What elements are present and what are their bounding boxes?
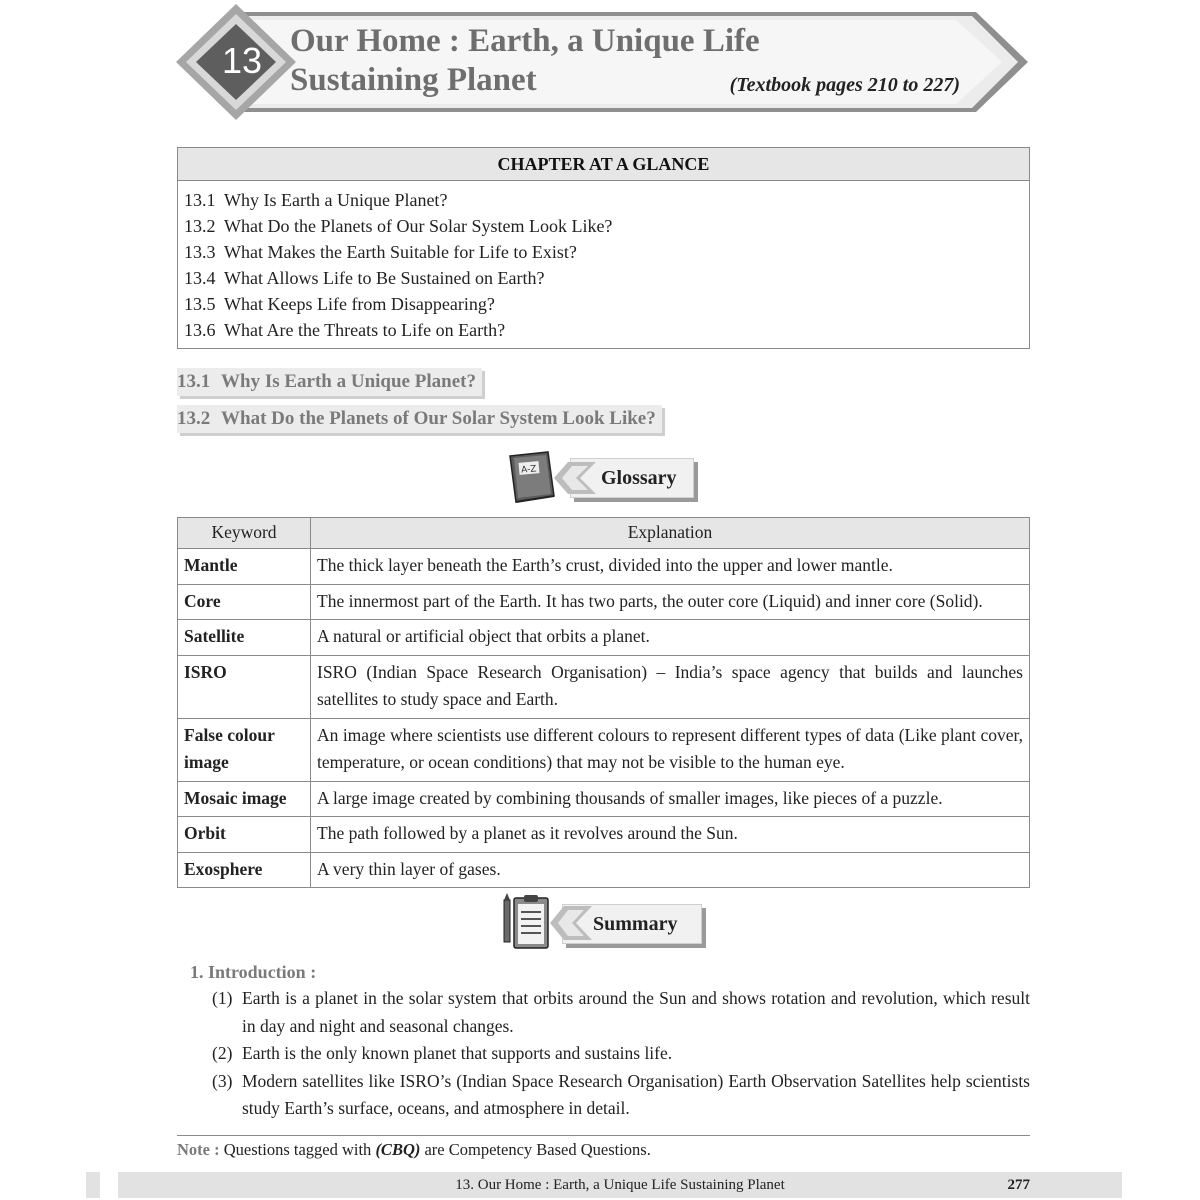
clipboard-pen-icon: [498, 890, 598, 952]
chapter-title-line-1: Our Home : Earth, a Unique Life: [290, 23, 760, 59]
glossary-header-row: [178, 518, 1030, 549]
section-title: Why Is Earth a Unique Planet?: [221, 371, 476, 392]
glance-item: [184, 187, 1029, 213]
explanation-cell: A very thin layer of gases.: [311, 852, 1030, 888]
table-row: [178, 655, 1030, 718]
note: [177, 1140, 651, 1160]
keyword-cell: Core: [178, 584, 311, 620]
footer-title: 13. Our Home : Earth, a Unique Life Sustaining Planet: [455, 1177, 785, 1193]
page-number: 277: [1007, 1177, 1030, 1193]
explanation-cell: The path followed by a planet as it revolves around the Sun.: [311, 817, 1030, 853]
glance-item: [184, 265, 1029, 291]
chapter-title: [290, 22, 760, 100]
glance-item: [184, 213, 1029, 239]
point-text: Earth is the only known planet that supports and sustains life.: [242, 1043, 673, 1063]
glossary-table: [177, 517, 1030, 888]
summary-badge: [498, 890, 708, 952]
glance-item-number: 13.3: [184, 242, 216, 262]
glance-item-text: What Keeps Life from Disappearing?: [224, 294, 495, 314]
glance-item: [184, 317, 1029, 343]
keyword-cell: Satellite: [178, 620, 311, 656]
list-item: [212, 985, 1030, 1040]
point-number: (2): [212, 1043, 233, 1063]
note-divider: [177, 1135, 1030, 1136]
chapter-title-line-2: Sustaining Planet: [290, 62, 537, 98]
column-header-keyword: Keyword: [178, 518, 311, 549]
keyword-cell: False colour image: [178, 718, 311, 781]
page-footer: [118, 1172, 1122, 1198]
glance-heading: CHAPTER AT A GLANCE: [178, 148, 1029, 181]
point-number: (1): [212, 988, 233, 1008]
glance-item-number: 13.1: [184, 190, 216, 210]
table-row: [178, 781, 1030, 817]
table-row: [178, 718, 1030, 781]
glance-item-number: 13.6: [184, 320, 216, 340]
glance-item-number: 13.4: [184, 268, 216, 288]
glance-item-text: What Do the Planets of Our Solar System Look Like?: [224, 216, 613, 236]
explanation-cell: The thick layer beneath the Earth’s crust, divided into the upper and lower mantle.: [311, 549, 1030, 585]
section-number: 13.2: [177, 408, 211, 429]
glance-item-text: What Makes the Earth Suitable for Life to Exist?: [224, 242, 577, 262]
glossary-badge: [506, 450, 700, 506]
table-row: [178, 852, 1030, 888]
introduction-heading: 1. Introduction :: [190, 962, 317, 982]
footer-edge-strip: [86, 1172, 100, 1198]
note-cbq-tag: (CBQ): [375, 1140, 421, 1159]
glance-item-number: 13.5: [184, 294, 216, 314]
list-item: [212, 1040, 1030, 1068]
table-row: [178, 817, 1030, 853]
chapter-number: 13: [221, 40, 263, 81]
summary-points: [212, 985, 1030, 1123]
chapter-banner: [176, 4, 1032, 120]
textbook-pages: (Textbook pages 210 to 227): [729, 74, 960, 96]
table-row: [178, 620, 1030, 656]
explanation-cell: A large image created by combining thousands of smaller images, like pieces of a puzzle.: [311, 781, 1030, 817]
section-title: What Do the Planets of Our Solar System Look Like?: [221, 408, 656, 429]
explanation-cell: An image where scientists use different colours to represent different types of data (Like plant cover, temperature, or ocean conditions) that may not be visible to the human eye.: [311, 718, 1030, 781]
keyword-cell: ISRO: [178, 655, 311, 718]
glance-item: [184, 239, 1029, 265]
keyword-cell: Exosphere: [178, 852, 311, 888]
note-label: Note :: [177, 1140, 220, 1159]
list-item: [212, 1068, 1030, 1123]
book-icon-text: A-Z: [520, 464, 537, 476]
keyword-cell: Mosaic image: [178, 781, 311, 817]
section-heading-13-2: [177, 405, 662, 433]
section-heading-13-1: [177, 368, 482, 396]
summary-label: Summary: [562, 904, 702, 944]
explanation-cell: The innermost part of the Earth. It has two parts, the outer core (Liquid) and inner core (Solid).: [311, 584, 1030, 620]
point-text: Modern satellites like ISRO’s (Indian Space Research Organisation) Earth Observation Satellites help scientists study Earth’s surface, oceans, and atmosphere in detail.: [242, 1070, 1030, 1118]
keyword-cell: Mantle: [178, 549, 311, 585]
book-icon: [506, 450, 602, 506]
glance-item: [184, 291, 1029, 317]
note-text-before: Questions tagged with: [219, 1140, 376, 1159]
point-text: Earth is a planet in the solar system that orbits around the Sun and shows rotation and revolution, which result in day and night and seasonal changes.: [242, 988, 1030, 1036]
chapter-at-a-glance: [177, 147, 1030, 349]
table-row: [178, 584, 1030, 620]
glance-item-number: 13.2: [184, 216, 216, 236]
glance-item-text: Why Is Earth a Unique Planet?: [224, 190, 448, 210]
note-text-after: are Competency Based Questions.: [420, 1140, 651, 1159]
glossary-label: Glossary: [570, 458, 694, 498]
explanation-cell: A natural or artificial object that orbits a planet.: [311, 620, 1030, 656]
point-number: (3): [212, 1070, 233, 1091]
glance-item-text: What Allows Life to Be Sustained on Earth?: [224, 268, 545, 288]
column-header-explanation: Explanation: [311, 518, 1030, 549]
section-number: 13.1: [177, 371, 211, 392]
glance-list: [178, 181, 1029, 343]
keyword-cell: Orbit: [178, 817, 311, 853]
glance-item-text: What Are the Threats to Life on Earth?: [224, 320, 506, 340]
explanation-cell: ISRO (Indian Space Research Organisation) – India’s space agency that builds and launches satellites to study space and Earth.: [311, 655, 1030, 718]
table-row: [178, 549, 1030, 585]
